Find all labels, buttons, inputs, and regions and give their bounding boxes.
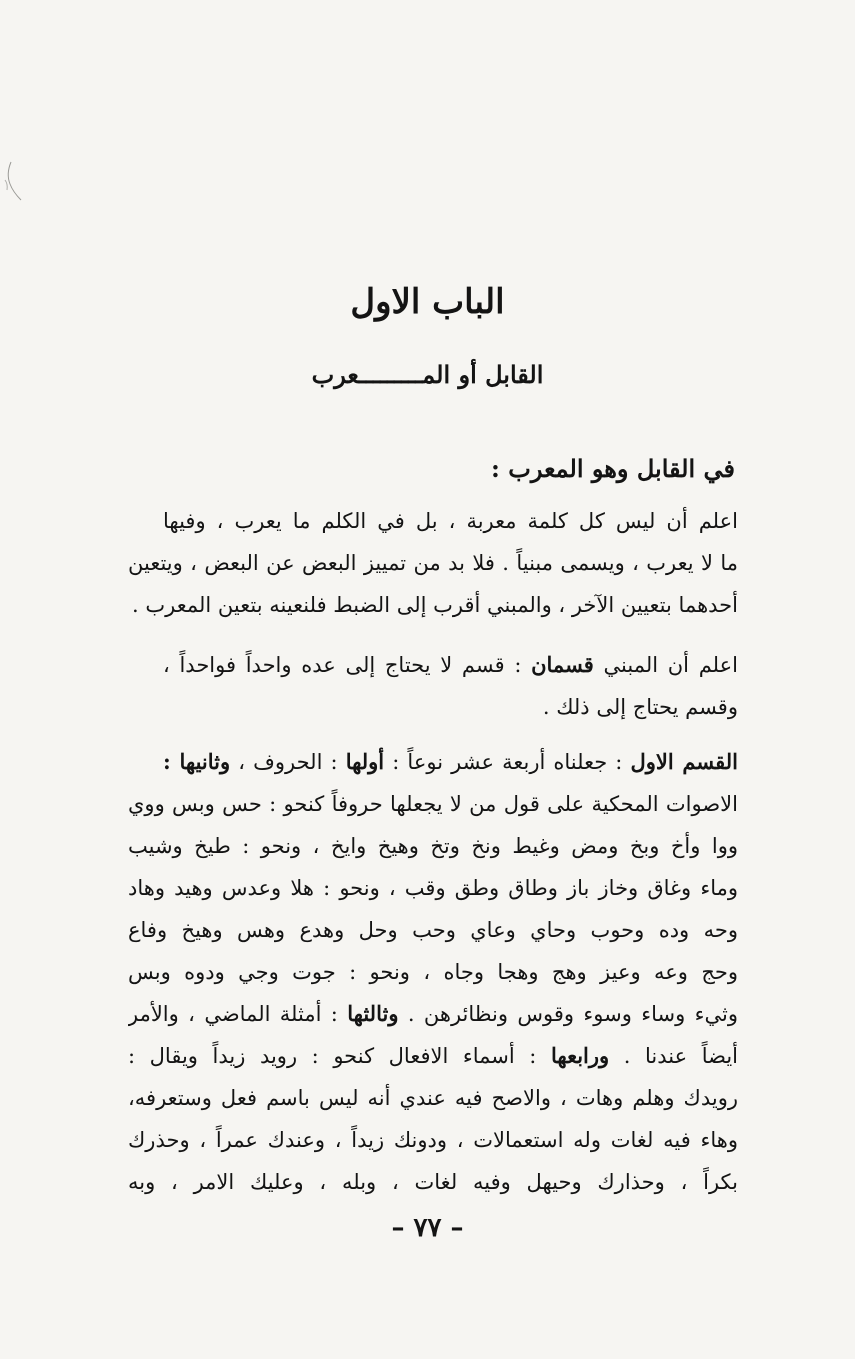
text-run: أيضاً عندنا .	[609, 1044, 738, 1068]
bold-term: ورابعها	[550, 1043, 610, 1068]
text-run: : الحروف ،	[230, 750, 346, 774]
paragraph-line	[128, 993, 738, 1035]
chapter-title: الباب الاول	[350, 282, 505, 322]
text-run: : أمثلة الماضي ، والأمر	[128, 1002, 348, 1026]
paragraph-line: اعلم أن ليس كل كلمة معربة ، بل في الكلم ما يعرب ، وفيها	[163, 509, 738, 533]
paragraph-line: رويدك وهلم وهات ، والاصح فيه عندي أنه ليس باسم فعل وستعرفه،	[128, 1086, 738, 1110]
paragraph-line: الاصوات المحكية على قول من لا يجعلها حروفاً كنحو : حس وبس ووي	[128, 792, 738, 816]
paragraph-line: وماء وغاق وخاز باز وطاق وطق وقب ، ونحو : هلا وعدس وهيد وهاد	[128, 876, 738, 900]
text-run: وثيء وساء وسوء وقوس ونظائرهن .	[398, 1002, 738, 1026]
paragraph-line: ما لا يعرب ، ويسمى مبنياً . فلا بد من تمييز البعض عن البعض ، ويتعين	[128, 551, 738, 575]
paragraph-line: بكراً ، وحذارك وحيهل وفيه لغات ، وبله ، وعليك الامر ، وبه	[128, 1170, 738, 1194]
text-run: : أسماء الافعال كنحو : رويد زيداً ويقال :	[128, 1044, 551, 1068]
paragraph-2	[128, 644, 738, 728]
page-edge-mark	[2, 160, 24, 204]
bold-term: وثانيها :	[163, 749, 231, 774]
bold-term: القسم الاول	[630, 749, 738, 774]
paragraph-1	[128, 500, 738, 626]
text-run: : جعلناه أربعة عشر نوعاً :	[384, 750, 631, 774]
paragraph-line	[163, 644, 738, 686]
section-title: القابل أو المـــــــــعرب	[311, 360, 544, 389]
paragraph-line: وحج وعه وعيز وهج وهجا وجاه ، ونحو : جوت وجي ودوه وبس	[128, 960, 738, 984]
paragraph-3	[128, 741, 738, 1203]
paragraph-line	[128, 1035, 738, 1077]
paragraph-line: أحدهما بتعيين الآخر ، والمبني أقرب إلى الضبط فلنعينه بتعين المعرب .	[132, 593, 738, 617]
page-number: – ٧٧ –	[391, 1213, 464, 1243]
paragraph-line: وحه وده وحوب وحاي وعاي وحب وحل وهدع وهس وهيخ وفاع	[128, 918, 738, 942]
bold-term: وثالثها	[347, 1001, 399, 1026]
paragraph-line: وهاء فيه لغات وله استعمالات ، ودونك زيداً ، وعندك عمراً ، وحذرك	[128, 1128, 738, 1152]
bold-term: أولها	[345, 749, 385, 774]
sub-heading: في القابل وهو المعرب :	[491, 454, 735, 483]
paragraph-line: وقسم يحتاج إلى ذلك .	[542, 695, 738, 719]
paragraph-line: ووا وأخ وبخ ومض وغيط ونخ وتخ وهيخ وايخ ، ونحو : طيخ وشيب	[128, 834, 738, 858]
text-run: اعلم أن المبني	[593, 653, 738, 677]
bold-term: قسمان	[531, 652, 594, 677]
paragraph-line	[163, 741, 738, 783]
text-run: : قسم لا يحتاج إلى عده واحداً فواحداً ،	[163, 653, 532, 677]
